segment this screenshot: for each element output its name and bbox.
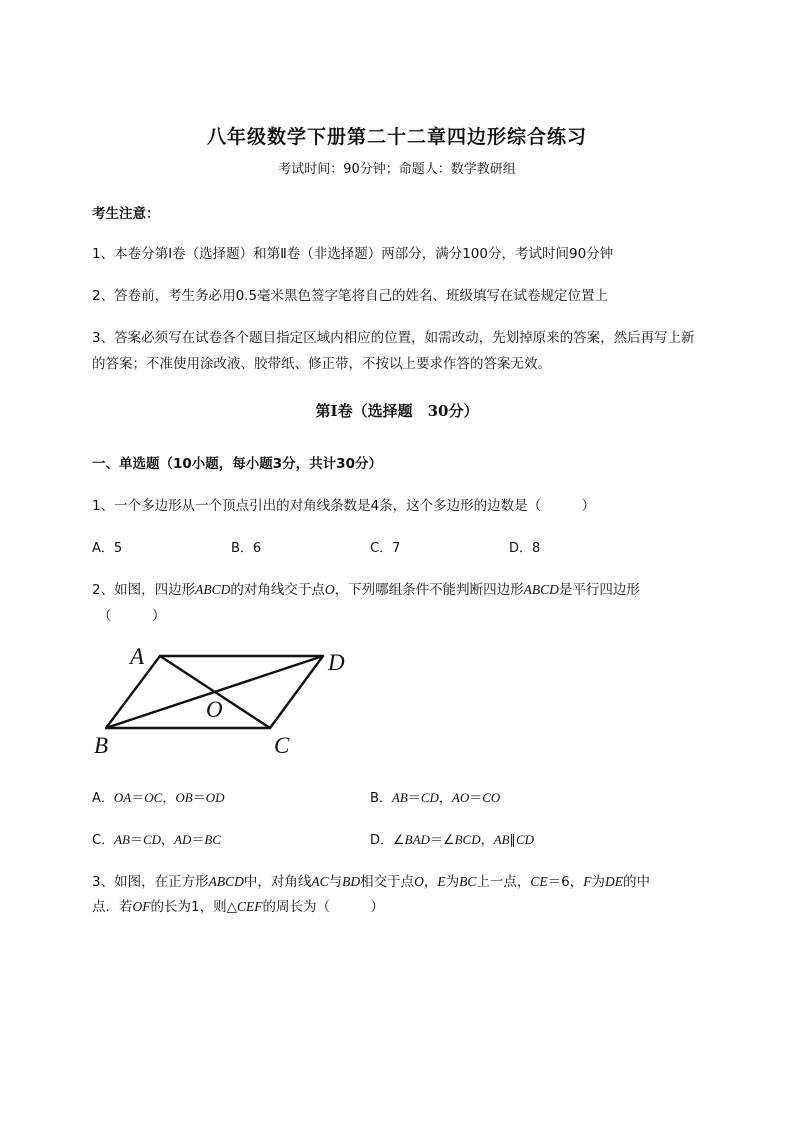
q2-option-a[interactable]: A．OA＝OC，OB＝OD (92, 790, 225, 806)
question-2-paren: （ ） (98, 608, 166, 624)
q1-option-c[interactable]: C．7 (370, 541, 401, 556)
question-3-text: 3、如图，在正方形ABCD中，对角线AC与BD相交于点O，E为BC上一点，CE＝6，F为DE的中 (92, 874, 650, 890)
question-1-text: 1、一个多边形从一个顶点引出的对角线条数是4条，这个多边形的边数是（ ） (92, 498, 596, 514)
q1-option-b[interactable]: B．6 (231, 541, 262, 556)
q1-option-a[interactable]: A．5 (92, 541, 123, 556)
notice-item: 1、本卷分第I卷（选择题）和第Ⅱ卷（非选择题）两部分，满分100分，考试时间90分钟 (92, 246, 614, 262)
section-title: 第I卷（选择题 30分） (315, 402, 479, 420)
notice-item: 的答案；不准使用涂改液、胶带纸、修正带，不按以上要求作答的答案无效。 (92, 356, 551, 372)
label-b: B (94, 733, 109, 758)
q2-option-c[interactable]: C．AB＝CD，AD＝BC (92, 832, 222, 848)
q2-option-d[interactable]: D．∠BAD＝∠BCD，AB∥CD (370, 832, 535, 848)
question-3-text-cont: 点．若OF的长为1，则△CEF的周长为（ ） (92, 899, 384, 915)
q2-option-b[interactable]: B．AB＝CD，AO＝CO (370, 790, 501, 806)
notice-heading: 考生注意： (92, 206, 160, 222)
exam-info: 考试时间：90分钟；命题人：数学教研组 (278, 162, 516, 177)
label-o: O (206, 697, 223, 722)
label-c: C (274, 733, 290, 758)
label-a: A (130, 644, 145, 669)
q1-option-d[interactable]: D．8 (509, 541, 541, 556)
page-title: 八年级数学下册第二十二章四边形综合练习 (206, 126, 587, 148)
label-d: D (328, 650, 345, 675)
part-heading: 一、单选题（10小题，每小题3分，共计30分） (92, 456, 382, 472)
question-2-text: 2、如图，四边形ABCD的对角线交于点O，下列哪组条件不能判断四边形ABCD是平行四边形 (92, 582, 640, 598)
parallelogram-figure (88, 640, 368, 765)
notice-item: 2、答卷前，考生务必用0.5毫米黑色签字笔将自己的姓名、班级填写在试卷规定位置上 (92, 288, 609, 304)
notice-item: 3、答案必须写在试卷各个题目指定区域内相应的位置，如需改动，先划掉原来的答案，然后再写上新 (92, 330, 695, 346)
